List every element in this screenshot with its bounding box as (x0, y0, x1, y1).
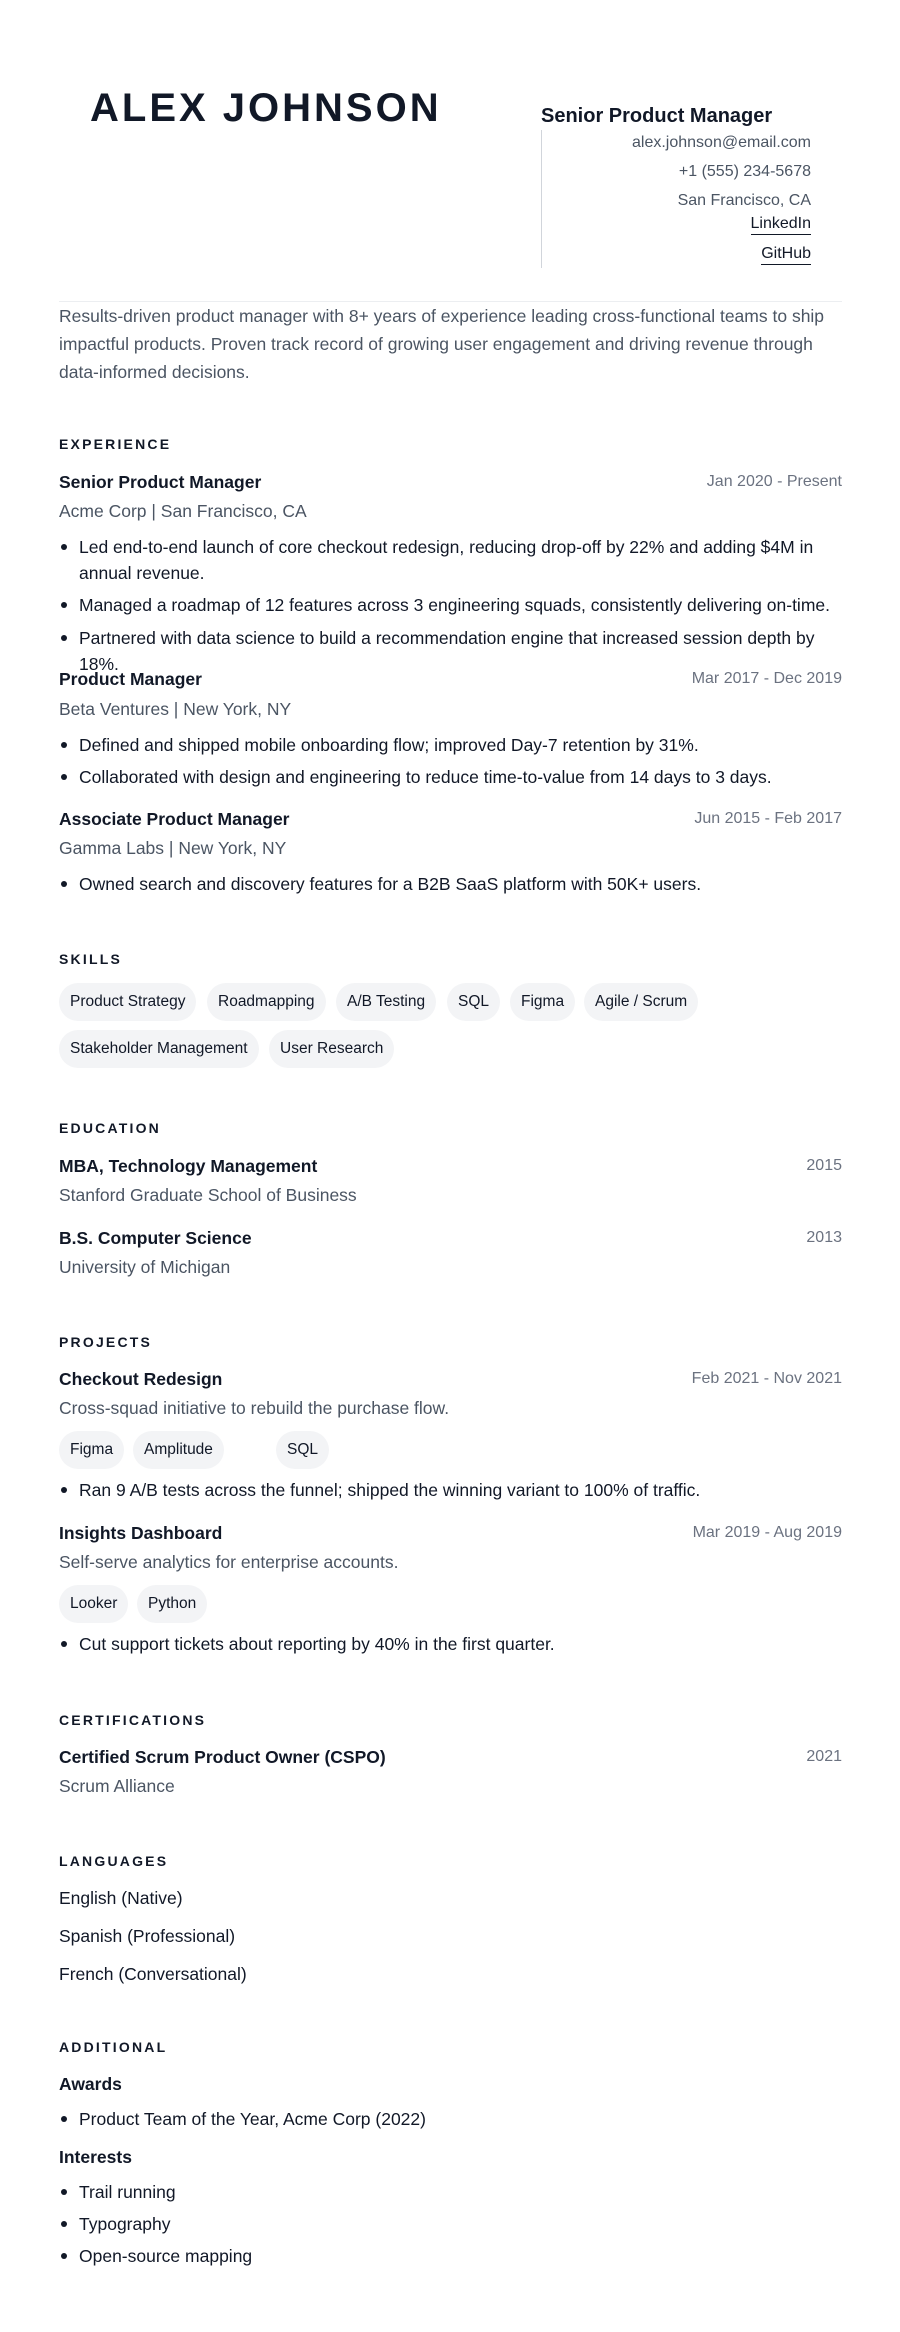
project-tag: Python (137, 1585, 207, 1623)
candidate-name: ALEX JOHNSON (90, 86, 442, 130)
languages-heading: LANGUAGES (59, 1853, 169, 1869)
skill-chip: Stakeholder Management (59, 1030, 259, 1068)
linkedin-link[interactable]: LinkedIn (751, 214, 812, 235)
school-name: University of Michigan (59, 1257, 231, 1277)
job-header (59, 807, 842, 831)
skill-chip: A/B Testing (336, 983, 436, 1021)
project-tag: SQL (276, 1431, 329, 1469)
job-bullet: Partnered with data science to build a recommendation engine that increased session depth by 18%. (79, 625, 849, 677)
job-bullet: Owned search and discovery features for a B2B SaaS platform with 50K+ users. (79, 871, 849, 897)
project-tag: Amplitude (133, 1431, 224, 1469)
project-description: Self-serve analytics for enterprise accounts. (59, 1552, 399, 1572)
job-header (59, 470, 842, 494)
project-description: Cross-squad initiative to rebuild the purchase flow. (59, 1398, 450, 1418)
contact-block (541, 104, 811, 268)
certification-year: 2021 (806, 1748, 842, 1765)
skill-chip: Agile / Scrum (584, 983, 698, 1021)
project-bullet: Cut support tickets about reporting by 40% in the first quarter. (79, 1631, 849, 1657)
project-tag: Figma (59, 1431, 124, 1469)
award-item: Product Team of the Year, Acme Corp (2022) (79, 2106, 849, 2132)
degree-year: 2013 (806, 1229, 842, 1246)
experience-heading: EXPERIENCE (59, 436, 172, 452)
job-title: Associate Product Manager (59, 809, 290, 829)
job-title: Senior Product Manager (541, 105, 773, 127)
email-text: alex.johnson@email.com (632, 134, 811, 151)
job-bullet: Defined and shipped mobile onboarding flow; improved Day-7 retention by 31%. (79, 732, 849, 758)
degree-title: MBA, Technology Management (59, 1156, 318, 1176)
interest-item: Trail running (79, 2179, 849, 2205)
job-bullet: Managed a roadmap of 12 features across 3 engineering squads, consistently delivering on-time. (79, 592, 849, 618)
job-bullet: Collaborated with design and engineering to reduce time-to-value from 14 days to 3 days. (79, 764, 849, 790)
certification-name: Certified Scrum Product Owner (CSPO) (59, 1747, 386, 1767)
education-header (59, 1154, 842, 1178)
degree-year: 2015 (806, 1157, 842, 1174)
skill-chip: Product Strategy (59, 983, 196, 1021)
project-header (59, 1521, 842, 1545)
job-title: Product Manager (59, 669, 202, 689)
education-header (59, 1226, 842, 1250)
certification-header (59, 1745, 842, 1769)
job-dates: Jun 2015 - Feb 2017 (694, 810, 842, 827)
education-heading: EDUCATION (59, 1120, 161, 1136)
github-link[interactable]: GitHub (761, 244, 811, 265)
job-company: Gamma Labs | New York, NY (59, 838, 287, 858)
job-dates: Mar 2017 - Dec 2019 (691, 670, 842, 687)
job-dates: Jan 2020 - Present (706, 473, 842, 490)
location-text: San Francisco, CA (677, 192, 811, 209)
skill-chip: Figma (510, 983, 575, 1021)
skill-chip: User Research (269, 1030, 394, 1068)
interest-item: Open-source mapping (79, 2243, 849, 2269)
project-dates: Mar 2019 - Aug 2019 (692, 1524, 842, 1541)
skill-chip: Roadmapping (207, 983, 326, 1021)
language-item: Spanish (Professional) (59, 1926, 236, 1946)
contact-list (541, 130, 811, 268)
skill-chip: SQL (447, 983, 500, 1021)
language-item: French (Conversational) (59, 1964, 247, 1984)
job-company: Beta Ventures | New York, NY (59, 699, 292, 719)
job-bullet: Led end-to-end launch of core checkout redesign, reducing drop-off by 22% and adding $4M in annual revenue. (79, 534, 849, 586)
certification-issuer: Scrum Alliance (59, 1776, 175, 1796)
project-dates: Feb 2021 - Nov 2021 (691, 1370, 842, 1387)
projects-heading: PROJECTS (59, 1334, 153, 1350)
job-title: Senior Product Manager (59, 472, 262, 492)
project-title: Insights Dashboard (59, 1523, 223, 1543)
language-item: English (Native) (59, 1888, 183, 1908)
job-company: Acme Corp | San Francisco, CA (59, 501, 307, 521)
interests-label: Interests (59, 2147, 132, 2167)
project-bullet: Ran 9 A/B tests across the funnel; shipped the winning variant to 100% of traffic. (79, 1477, 849, 1503)
skills-heading: SKILLS (59, 951, 122, 967)
school-name: Stanford Graduate School of Business (59, 1185, 357, 1205)
phone-text: +1 (555) 234-5678 (678, 163, 811, 180)
degree-title: B.S. Computer Science (59, 1228, 252, 1248)
interest-item: Typography (79, 2211, 849, 2237)
summary-text: Results-driven product manager with 8+ years of experience leading cross-functional teams to ship impactful products. Proven track record of growing user engagement and driving revenue through data-informed decisions. (59, 306, 825, 382)
project-tag: Looker (59, 1585, 128, 1623)
job-header (59, 667, 842, 691)
project-header (59, 1367, 842, 1391)
awards-label: Awards (59, 2074, 122, 2094)
project-title: Checkout Redesign (59, 1369, 223, 1389)
certifications-heading: CERTIFICATIONS (59, 1712, 207, 1728)
additional-heading: ADDITIONAL (59, 2039, 168, 2055)
